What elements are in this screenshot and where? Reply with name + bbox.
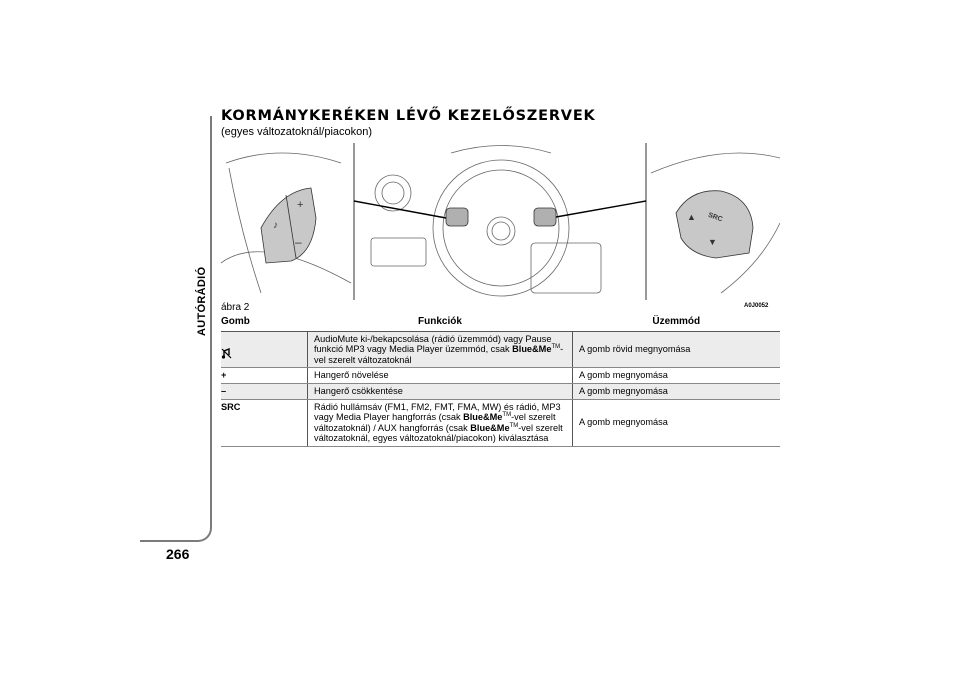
button-cell <box>221 331 308 368</box>
button-cell: SRC <box>221 399 308 446</box>
page-subtitle: (egyes változatoknál/piacokon) <box>221 126 373 138</box>
page-title: KORMÁNYKERÉKEN LÉVŐ KEZELŐSZERVEK <box>221 108 596 124</box>
controls-table <box>221 315 780 447</box>
figure-label: ábra 2 <box>221 302 250 313</box>
section-label: AUTÓRÁDIÓ <box>196 266 208 336</box>
mode-cell: A gomb megnyomása <box>573 383 781 399</box>
header-function: Funkciók <box>308 315 573 331</box>
table-row <box>221 368 780 384</box>
page-number: 266 <box>166 546 190 562</box>
table-row <box>221 399 780 446</box>
svg-text:+: + <box>297 199 304 211</box>
right-control-detail <box>651 153 780 293</box>
function-cell: Hangerő csökkentése <box>308 383 573 399</box>
mode-cell: A gomb megnyomása <box>573 399 781 446</box>
button-cell: – <box>221 383 308 399</box>
svg-text:▼: ▼ <box>708 237 717 247</box>
mode-cell: A gomb rövid megnyomása <box>573 331 781 368</box>
button-cell: + <box>221 368 308 384</box>
steering-wheel-controls-illustration <box>221 143 780 300</box>
function-cell: Rádió hullámsáv (FM1, FM2, FMT, FMA, MW) és rádió, MP3 vagy Media Player hangforrás (csak Blue&Me™-vel szerelt változatoknál) / AUX hangforrás (csak Blue&Me™-vel szerelt változatoknál, egyes változatoknál/piacokon) kiválasztása <box>308 399 573 446</box>
figure-code: A0J0052 <box>744 303 769 309</box>
table-row <box>221 331 780 368</box>
function-cell: AudioMute ki-/bekapcsolása (rádió üzemmód) vagy Pause funkció MP3 vagy Media Player üzemmód, csak Blue&Me™-vel szerelt változatoknál <box>308 331 573 368</box>
mode-cell: A gomb megnyomása <box>573 368 781 384</box>
svg-text:–: – <box>295 235 302 249</box>
table-row <box>221 383 780 399</box>
dashboard-view <box>354 146 646 297</box>
svg-text:♪: ♪ <box>273 220 278 231</box>
svg-text:▲: ▲ <box>687 212 696 222</box>
left-control-detail <box>221 153 351 293</box>
header-button: Gomb <box>221 315 308 331</box>
src-label: SRC <box>707 211 724 224</box>
function-cell: Hangerő növelése <box>308 368 573 384</box>
mute-icon <box>221 348 232 359</box>
header-mode: Üzemmód <box>573 315 781 331</box>
